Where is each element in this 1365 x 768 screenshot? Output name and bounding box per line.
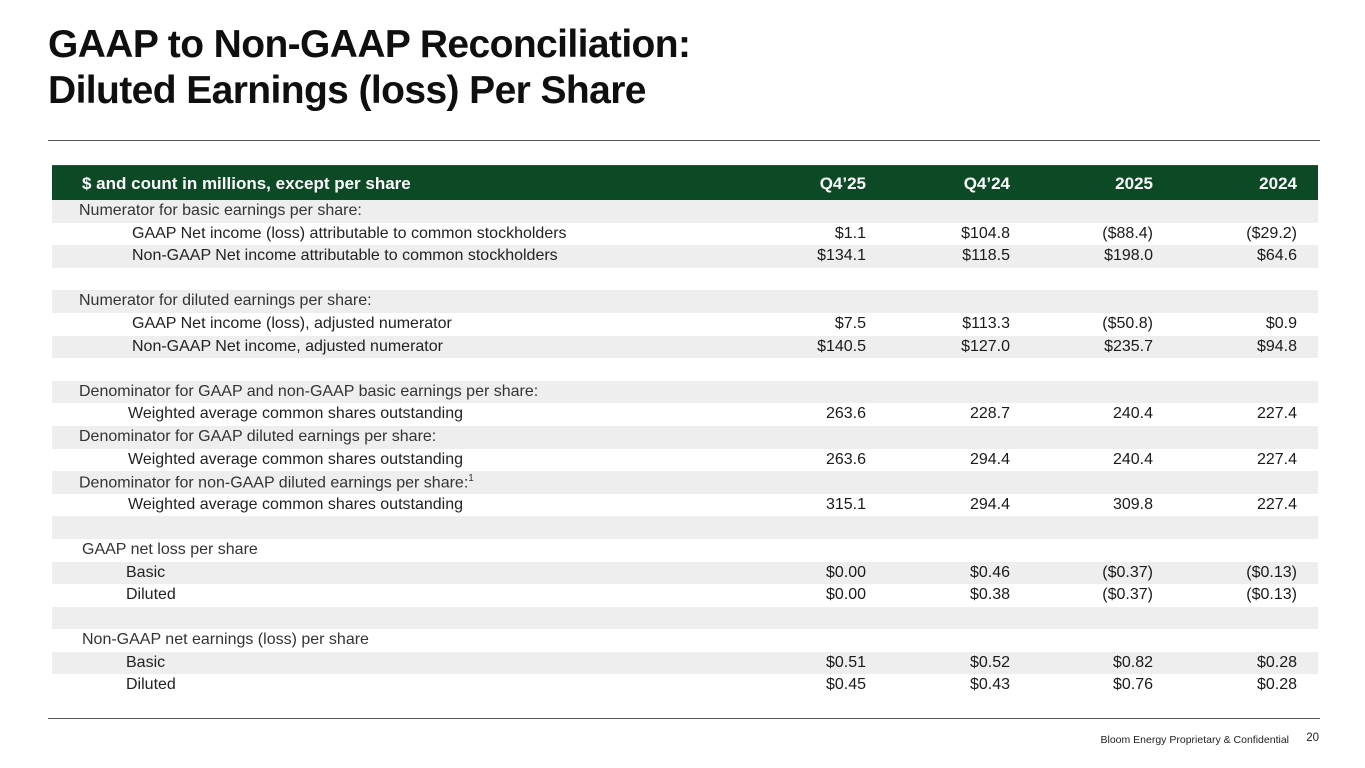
table-row — [52, 426, 1318, 449]
row-value: $0.46 — [969, 563, 1010, 581]
row-value: 227.4 — [1256, 450, 1297, 468]
confidential-notice: Bloom Energy Proprietary & Confidential — [1100, 734, 1289, 746]
row-value: $0.38 — [969, 586, 1010, 604]
row-label: GAAP Net income (loss) attributable to common stockholders — [132, 224, 567, 242]
table-row — [52, 471, 1318, 494]
title-line-1: GAAP to Non-GAAP Reconciliation: — [48, 23, 691, 66]
row-value: $1.1 — [834, 224, 866, 242]
row-value: 263.6 — [825, 450, 866, 468]
table-body — [52, 200, 1318, 697]
row-value: $235.7 — [1104, 337, 1153, 355]
table-row — [52, 652, 1318, 675]
table-row — [52, 449, 1318, 472]
header-col-q425: Q4’25 — [819, 174, 866, 193]
row-value: $0.00 — [825, 563, 866, 581]
row-value: $7.5 — [834, 314, 866, 332]
table-row — [52, 223, 1318, 246]
table-row — [52, 313, 1318, 336]
row-value: $0.52 — [969, 653, 1010, 671]
row-value: ($50.8) — [1102, 314, 1153, 332]
row-value: $113.3 — [962, 314, 1010, 332]
row-value: $94.8 — [1256, 337, 1297, 355]
row-value: 227.4 — [1256, 495, 1297, 513]
row-value: ($88.4) — [1102, 224, 1153, 242]
row-value: $198.0 — [1104, 247, 1153, 265]
row-value: ($0.13) — [1246, 586, 1297, 604]
row-label: Numerator for diluted earnings per share: — [79, 292, 372, 310]
row-value: 263.6 — [825, 405, 866, 423]
row-value: $0.9 — [1265, 314, 1297, 332]
row-label: Weighted average common shares outstanding — [128, 405, 464, 423]
row-value: ($0.37) — [1102, 586, 1153, 604]
footnote-marker: 1 — [468, 473, 474, 485]
row-label: Non-GAAP Net income, adjusted numerator — [132, 337, 443, 355]
reconciliation-table — [52, 165, 1318, 697]
row-value: ($29.2) — [1246, 224, 1297, 242]
row-label: Denominator for non-GAAP diluted earnings per share:$^1$ — [79, 473, 474, 492]
row-value: 227.4 — [1256, 405, 1297, 423]
row-value: 228.7 — [969, 405, 1010, 423]
row-label: Diluted — [126, 586, 176, 604]
row-label: GAAP Net income (loss), adjusted numerator — [132, 314, 452, 332]
row-label: Basic — [126, 563, 166, 581]
row-value: $0.28 — [1256, 676, 1297, 694]
row-value: 240.4 — [1112, 450, 1153, 468]
page-number: 20 — [1306, 732, 1319, 744]
row-label: Diluted — [126, 676, 176, 694]
row-value: $0.82 — [1112, 653, 1153, 671]
table-row — [52, 268, 1318, 291]
row-label: Numerator for basic earnings per share: — [79, 202, 362, 219]
row-label: Non-GAAP net earnings (loss) per share — [82, 631, 369, 649]
top-divider — [48, 140, 1320, 141]
table-row — [52, 200, 1318, 223]
row-value: 294.4 — [969, 495, 1010, 513]
header-col-2024: 2024 — [1259, 174, 1297, 193]
row-value: $0.76 — [1112, 676, 1153, 694]
row-value: ($0.13) — [1246, 563, 1297, 581]
title-line-2: Diluted Earnings (loss) Per Share — [48, 69, 646, 112]
row-value: 294.4 — [969, 450, 1010, 468]
table-row — [52, 584, 1318, 607]
header-col-q424: Q4’24 — [963, 174, 1010, 193]
header-col-2025: 2025 — [1115, 174, 1153, 193]
row-label: Weighted average common shares outstanding — [128, 495, 464, 513]
row-label: Weighted average common shares outstanding — [128, 450, 464, 468]
row-label: Denominator for GAAP diluted earnings per share: — [79, 427, 437, 445]
row-value: $134.1 — [817, 247, 866, 265]
row-label: Non-GAAP Net income attributable to common stockholders — [132, 247, 558, 265]
row-value: $140.5 — [817, 337, 866, 355]
row-value: $0.43 — [969, 676, 1010, 694]
table-row — [52, 245, 1318, 268]
row-value: $0.28 — [1256, 653, 1297, 671]
table-row — [52, 403, 1318, 426]
table-row — [52, 516, 1318, 539]
page-title — [48, 22, 690, 114]
table-row — [52, 539, 1318, 562]
table-row — [52, 358, 1318, 381]
row-value: $64.6 — [1256, 247, 1297, 265]
row-value: $0.51 — [825, 653, 866, 671]
row-value: $0.00 — [825, 586, 866, 604]
bottom-divider — [48, 718, 1320, 719]
table-row — [52, 629, 1318, 652]
table-row — [52, 336, 1318, 359]
row-value: 309.8 — [1112, 495, 1153, 513]
table-row — [52, 290, 1318, 313]
row-value: $0.45 — [825, 676, 866, 694]
header-label: $ and count in millions, except per share — [82, 174, 411, 193]
row-value: $104.8 — [961, 224, 1010, 242]
table-row — [52, 607, 1318, 630]
table-header — [52, 165, 1318, 200]
row-value: ($0.37) — [1102, 563, 1153, 581]
row-label: Denominator for GAAP and non-GAAP basic earnings per share: — [79, 382, 539, 400]
row-value: $127.0 — [961, 337, 1010, 355]
row-label: Basic — [126, 653, 166, 671]
row-label: GAAP net loss per share — [82, 540, 258, 558]
row-value: $118.5 — [962, 247, 1010, 265]
table-row — [52, 674, 1318, 697]
table-row — [52, 494, 1318, 517]
row-value: 315.1 — [825, 495, 866, 513]
table-row — [52, 381, 1318, 404]
row-value: 240.4 — [1112, 405, 1153, 423]
table-row — [52, 562, 1318, 585]
